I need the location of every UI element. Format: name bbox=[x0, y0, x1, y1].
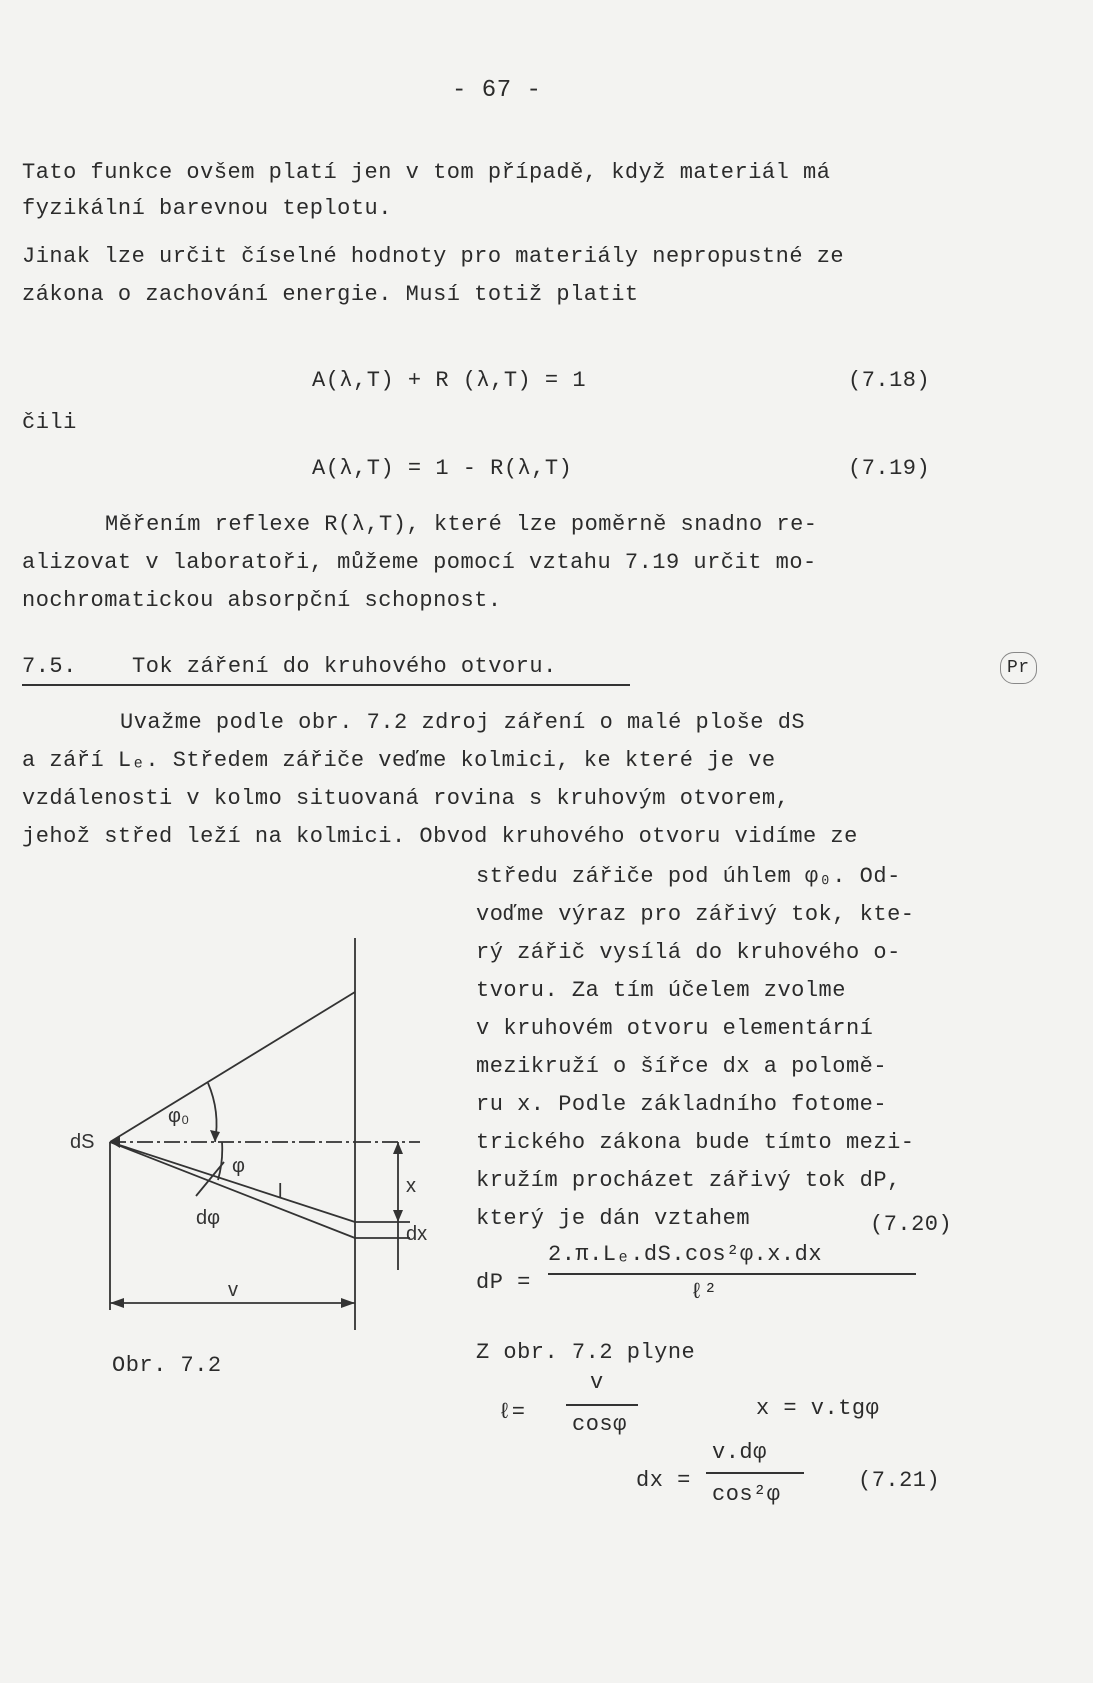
dphi-leader bbox=[196, 1162, 224, 1196]
eq-l-lhs: ℓ= bbox=[498, 1400, 526, 1425]
source-arrowhead bbox=[110, 1136, 120, 1148]
eq21-fraction-bar bbox=[706, 1472, 804, 1474]
eq-l-fraction-bar bbox=[566, 1404, 638, 1406]
para4-line2: a září Lₑ. Středem zářiče veďme kolmici, ke které je ve bbox=[22, 748, 776, 773]
distance-arrow-left bbox=[110, 1298, 124, 1308]
phi-arc bbox=[218, 1142, 222, 1180]
para4-right-line9: kružím procházet zářivý tok dP, bbox=[476, 1168, 901, 1193]
section-number: 7.5. bbox=[22, 654, 77, 679]
x-arrow-top bbox=[393, 1142, 403, 1154]
eq-x: x = v.tgφ bbox=[756, 1396, 880, 1421]
label-l: l bbox=[278, 1181, 283, 1203]
para4-right-line8: trického zákona bude tímto mezi- bbox=[476, 1130, 915, 1155]
equation-7-18: A(λ,T) + R (λ,T) = 1 bbox=[312, 368, 587, 393]
equation-number-7-18: (7.18) bbox=[848, 368, 931, 393]
eq-l-numerator: v bbox=[590, 1370, 604, 1395]
para4-right-line4: tvoru. Za tím účelem zvolme bbox=[476, 978, 846, 1003]
eq20-numerator: 2.π.Lₑ.dS.cos²φ.x.dx bbox=[548, 1242, 823, 1267]
margin-mark: Pr bbox=[1000, 652, 1037, 684]
eq20-denominator: ℓ² bbox=[690, 1280, 718, 1305]
para4-right-line7: ru x. Podle základního fotome- bbox=[476, 1092, 888, 1117]
eq21-denominator: cos²φ bbox=[712, 1482, 781, 1507]
label-x: x bbox=[406, 1175, 416, 1197]
para4-line1: Uvažme podle obr. 7.2 zdroj záření o malé ploše dS bbox=[120, 710, 806, 735]
figure-caption: Obr. 7.2 bbox=[112, 1353, 222, 1378]
para4-right-line3: rý zářič vysílá do kruhového o- bbox=[476, 940, 901, 965]
ray-upper bbox=[110, 1142, 355, 1222]
label-v: v bbox=[228, 1279, 238, 1301]
section-underline bbox=[22, 684, 630, 686]
para4-right-line6: mezikruží o šířce dx a polomě- bbox=[476, 1054, 888, 1079]
derive-text: Z obr. 7.2 plyne bbox=[476, 1340, 696, 1365]
label-dphi: dφ bbox=[196, 1207, 221, 1229]
label-phi: φ bbox=[232, 1155, 245, 1177]
equation-7-19: A(λ,T) = 1 - R(λ,T) bbox=[312, 456, 573, 481]
eq-l-denominator: cosφ bbox=[572, 1412, 627, 1437]
eq21-numerator: v.dφ bbox=[712, 1440, 767, 1465]
para4-line4: jehož střed leží na kolmici. Obvod kruhového otvoru vidíme ze bbox=[22, 824, 858, 849]
equation-number-7-19: (7.19) bbox=[848, 456, 931, 481]
para3-line1: Měřením reflexe R(λ,T), které lze poměrně snadno re- bbox=[105, 512, 818, 537]
label-dx: dx bbox=[406, 1223, 428, 1245]
para4-right-line2: voďme výraz pro zářivý tok, kte- bbox=[476, 902, 915, 927]
section-title: Tok záření do kruhového otvoru. bbox=[132, 654, 557, 679]
para4-right-line5: v kruhovém otvoru elementární bbox=[476, 1016, 874, 1041]
para4-line3: vzdálenosti v kolmo situovaná rovina s kruhovým otvorem, bbox=[22, 786, 790, 811]
figure-7-2 bbox=[0, 920, 470, 1360]
equation-number-7-20: (7.20) bbox=[870, 1212, 953, 1237]
para4-right-line1: středu zářiče pod úhlem φ₀. Od- bbox=[476, 864, 901, 889]
x-arrow-bottom bbox=[393, 1210, 403, 1222]
eq21-lhs: dx = bbox=[636, 1468, 691, 1493]
label-phi0: φ₀ bbox=[168, 1105, 190, 1127]
para1-line2: fyzikální barevnou teplotu. bbox=[22, 196, 392, 221]
para2-line2: zákona o zachování energie. Musí totiž platit bbox=[22, 282, 639, 307]
para4-right-line10: který je dán vztahem bbox=[476, 1206, 751, 1231]
phi0-arrowhead bbox=[210, 1130, 220, 1142]
edge-ray bbox=[110, 992, 355, 1142]
page-number: - 67 - bbox=[452, 77, 542, 104]
para3-line2: alizovat v laboratoři, můžeme pomocí vztahu 7.19 určit mo- bbox=[22, 550, 817, 575]
distance-arrow-right bbox=[341, 1298, 355, 1308]
para2-line1: Jinak lze určit číselné hodnoty pro materiály nepropustné ze bbox=[22, 244, 845, 269]
label-ds: dS bbox=[70, 1131, 95, 1153]
para3-line3: nochromatickou absorpční schopnost. bbox=[22, 588, 502, 613]
cili-text: čili bbox=[22, 410, 77, 435]
para1-line1: Tato funkce ovšem platí jen v tom případě, když materiál má bbox=[22, 160, 831, 185]
eq20-fraction-bar bbox=[548, 1273, 916, 1275]
equation-number-7-21: (7.21) bbox=[858, 1468, 941, 1493]
eq20-lhs: dP = bbox=[476, 1270, 531, 1295]
